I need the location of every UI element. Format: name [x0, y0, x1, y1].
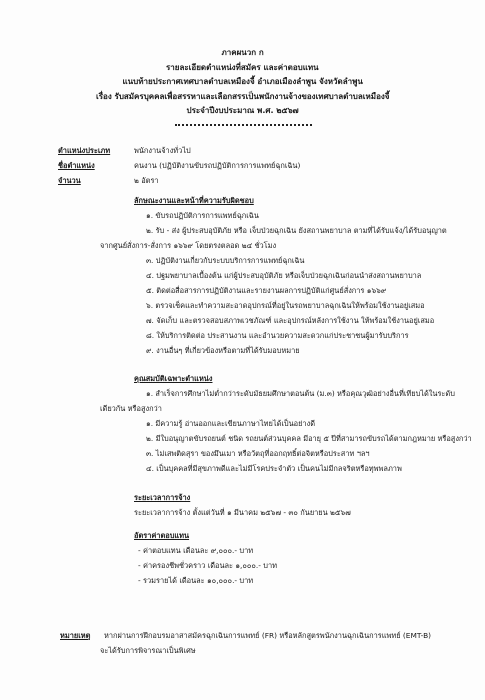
duty-item: ๘. ให้บริการติดต่อ ประสานงาน และอำนวยความสะดวกแก่ประชาชนผู้มารับบริการ	[146, 331, 409, 340]
period-text: ระยะเวลาการจ้าง ตั้งแต่วันที่ ๑ มีนาคม ๒๕๖๗ - ๓๐ กันยายน ๒๕๖๗	[134, 508, 351, 517]
field-label-position-name: ชื่อตำแหน่ง	[58, 161, 95, 170]
duty-item: ๔. ปฐมพยาบาลเบื้องต้น แก่ผู้ประสบอุบัติภัย หรือเจ็บป่วยฉุกเฉินก่อนนำส่งสถานพยาบาล	[146, 271, 422, 280]
field-value-position-type: พนักงานจ้างทั่วไป	[134, 146, 191, 155]
qualifications-heading: คุณสมบัติเฉพาะตำแหน่ง	[134, 374, 213, 383]
annex-label: ภาคผนวก ก	[221, 48, 264, 57]
duty-item: ๙. งานอื่นๆ ที่เกี่ยวข้องหรือตามที่ได้รับมอบหมาย	[146, 346, 300, 355]
qualification-item: ๑. สำเร็จการศึกษาไม่ต่ำกว่าระดับมัธยมศึกษาตอนต้น (ม.๓) หรือคุณวุฒิอย่างอื่นที่เทียบได้ในระดับ	[146, 389, 455, 398]
doc-title-line-3: เรื่อง รับสมัครบุคคลเพื่อสรรหาและเลือกสรรเป็นพนักงานจ้างของเทศบาลตำบลเหมืองจี้	[96, 92, 390, 101]
qualification-item: ๓. ไม่เสพติดสุรา ของมึนเมา หรือวัตถุที่ออกฤทธิ์ต่อจิตหรือประสาท ฯลฯ	[146, 449, 370, 458]
duties-heading: ลักษณะงานและหน้าที่ความรับผิดชอบ	[134, 196, 254, 205]
compensation-item: - ค่าตอบแทน เดือนละ ๙,๐๐๐.- บาท	[138, 546, 254, 555]
compensation-item: - ค่าครองชีพชั่วคราว เดือนละ ๑,๐๐๐.- บาท	[138, 561, 278, 570]
field-label-position-type: ตำแหน่งประเภท	[58, 146, 111, 155]
qualification-item: ๔. เป็นบุคคลที่มีสุขภาพดีและไม่มีโรคประจำตัว เป็นคนไม่มีกลจริตหรือทุพพลภาพ	[146, 464, 402, 473]
duty-item: ๓. ปฏิบัติงานเกี่ยวกับระบบบริการการแพทย์ฉุกเฉิน	[146, 256, 305, 265]
field-value-quantity: ๒ อัตรา	[134, 176, 159, 185]
duty-item: ๕. ติดต่อสื่อสารการปฏิบัติงานและรายงานผลการปฏิบัติแก่ศูนย์สั่งการ ๑๖๖๙	[146, 286, 387, 295]
period-heading: ระยะเวลาการจ้าง	[134, 493, 191, 502]
compensation-item: - รวมรายได้ เดือนละ ๑๐,๐๐๐.- บาท	[138, 576, 254, 585]
note-text-line-2: จะได้รับการพิจารณาเป็นพิเศษ	[100, 646, 196, 655]
duty-item: ๑. ขับรถปฏิบัติการการแพทย์ฉุกเฉิน	[146, 211, 259, 220]
duty-item: ๗. จัดเก็บ และตรวจสอบสภาพเวชภัณฑ์ และอุปกรณ์หลังการใช้งาน ให้พร้อมใช้งานอยู่เสมอ	[146, 316, 435, 325]
doc-title-line-1: รายละเอียดตำแหน่งที่สมัคร และค่าตอบแทน	[166, 63, 319, 72]
compensation-heading: อัตราค่าตอบแทน	[134, 531, 190, 540]
duty-item-continuation: จากศูนย์สั่งการ-สั่งการ ๑๖๖๙ โดยตรงตลอด ๒๔ ชั่วโมง	[100, 241, 277, 250]
field-value-position-name: คนงาน (ปฏิบัติงานขับรถปฏิบัติการการแพทย์ฉุกเฉิน)	[134, 161, 301, 170]
dotted-divider	[175, 124, 312, 126]
duty-item: ๖. ตรวจเช็คและทำความสะอาดอุปกรณ์ที่อยู่ในรถพยาบาลฉุกเฉินให้พร้อมใช้งานอยู่เสมอ	[146, 301, 425, 310]
qualification-item-continuation: เดียวกัน หรือสูงกว่า	[100, 404, 162, 413]
doc-title-line-4: ประจำปีงบประมาณ พ.ศ. ๒๕๖๗	[186, 106, 299, 115]
qualification-item: ๑. มีความรู้ อ่านออกและเขียนภาษาไทยได้เป็นอย่างดี	[146, 419, 315, 428]
qualification-item: ๒. มีใบอนุญาตขับรถยนต์ ชนิด รถยนต์ส่วนบุคคล มีอายุ ๕ ปีที่สามารถขับรถได้ตามกฎหมาย หรือสูงกว่า	[146, 434, 472, 443]
duty-item: ๒. รับ - ส่ง ผู้ประสบอุบัติภัย หรือ เจ็บป่วยฉุกเฉิน ยังสถานพยาบาล ตามที่ได้รับแจ้ง/ได้รับอนุญาต	[146, 226, 447, 235]
field-label-quantity: จำนวน	[58, 176, 81, 185]
note-label: หมายเหตุ	[60, 631, 91, 640]
doc-title-line-2: แนบท้ายประกาศเทศบาลตำบลเหมืองจี้ อำเภอเมืองลำพูน จังหวัดลำพูน	[122, 77, 363, 86]
note-text-line-1: หากผ่านการฝึกอบรมอาสาสมัครฉุกเฉินการแพทย์ (FR) หรือหลักสูตรพนักงานฉุกเฉินการแพทย์ (EMT-B)	[104, 631, 432, 640]
